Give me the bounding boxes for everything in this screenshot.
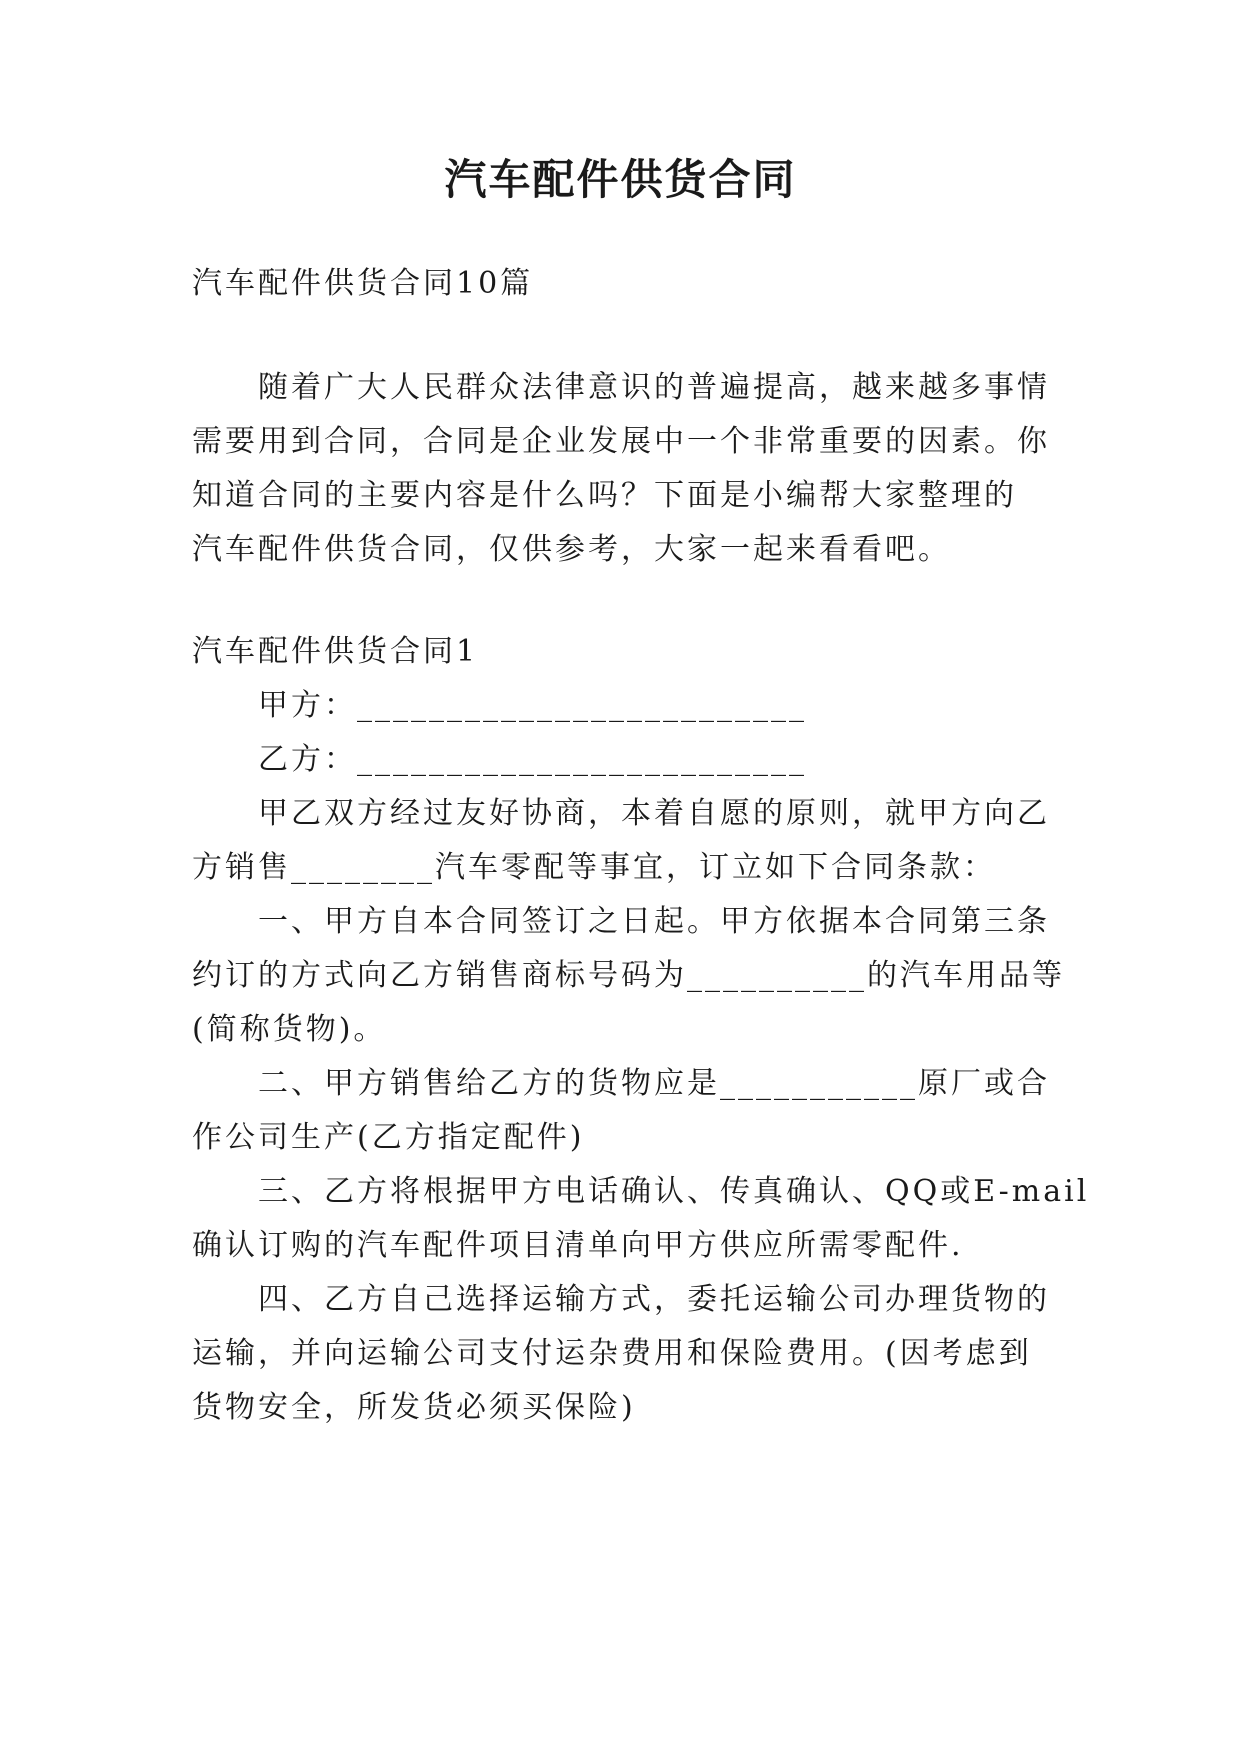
party-b-field: 乙方：_________________________ — [258, 742, 807, 777]
clause-line: 作公司生产(乙方指定配件) — [192, 1120, 585, 1155]
clause-line: (简称货物)。 — [192, 1012, 387, 1047]
party-a-field: 甲方：_________________________ — [258, 688, 807, 723]
clause-line: 一、甲方自本合同签订之日起。甲方依据本合同第三条 — [258, 904, 1050, 939]
clause-line: 确认订购的汽车配件项目清单向甲方供应所需零配件. — [192, 1228, 964, 1263]
intro-line: 汽车配件供货合同，仅供参考，大家一起来看看吧。 — [192, 532, 951, 567]
document-subtitle: 汽车配件供货合同10篇 — [192, 266, 534, 301]
intro-line: 随着广大人民群众法律意识的普遍提高，越来越多事情 — [258, 370, 1050, 405]
clause-line: 约订的方式向乙方销售商标号码为__________的汽车用品等 — [192, 958, 1065, 993]
preamble-line: 方销售________汽车零配等事宜，订立如下合同条款： — [192, 850, 996, 885]
clause-line: 三、乙方将根据甲方电话确认、传真确认、QQ或E-mail — [258, 1174, 1090, 1209]
section-heading: 汽车配件供货合同1 — [192, 634, 479, 669]
clause-line: 四、乙方自己选择运输方式，委托运输公司办理货物的 — [258, 1282, 1050, 1317]
intro-line: 需要用到合同，合同是企业发展中一个非常重要的因素。你 — [192, 424, 1050, 459]
preamble-line: 甲乙双方经过友好协商，本着自愿的原则，就甲方向乙 — [258, 796, 1050, 831]
intro-line: 知道合同的主要内容是什么吗？下面是小编帮大家整理的 — [192, 478, 1017, 513]
clause-line: 运输，并向运输公司支付运杂费用和保险费用。(因考虑到 — [192, 1336, 1032, 1371]
document-title: 汽车配件供货合同 — [444, 155, 797, 204]
clause-line: 货物安全，所发货必须买保险) — [192, 1390, 636, 1425]
clause-line: 二、甲方销售给乙方的货物应是___________原厂或合 — [258, 1066, 1050, 1101]
